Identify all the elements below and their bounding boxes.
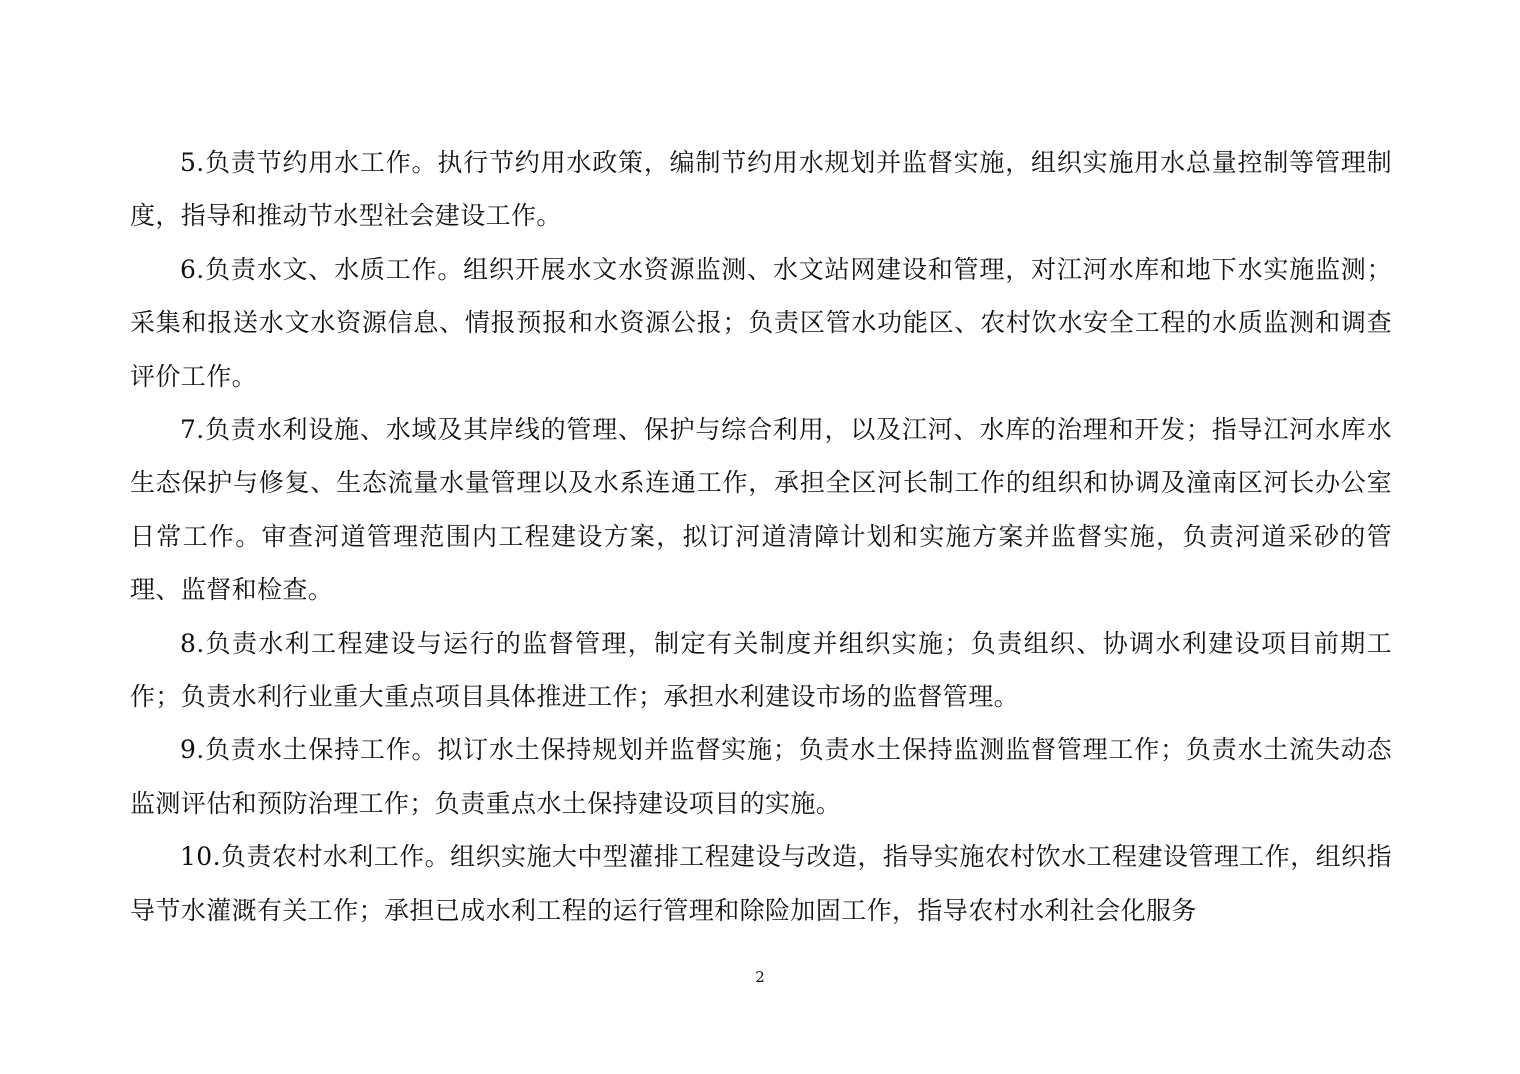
paragraph-item-5: 5.负责节约用水工作。执行节约用水政策，编制节约用水规划并监督实施，组织实施用水总量控制等管理制度，指导和推动节水型社会建设工作。 — [130, 148, 1392, 231]
paragraph-item-8: 8.负责水利工程建设与运行的监督管理，制定有关制度并组织实施；负责组织、协调水利建设项目前期工作；负责水利行业重大重点项目具体推进工作；承担水利建设市场的监督管理。 — [130, 628, 1392, 712]
page-number: 2 — [755, 968, 765, 986]
paragraph-item-10: 10.负责农村水利工作。组织实施大中型灌排工程建设与改造，指导实施农村饮水工程建设管理工作，组织指导节水灌溉有关工作；承担已成水利工程的运行管理和除险加固工作，指导农村水利社会化服务 — [130, 842, 1392, 925]
document-body — [130, 136, 1392, 937]
paragraph-item-7: 7.负责水利设施、水域及其岸线的管理、保护与综合利用，以及江河、水库的治理和开发；指导江河水库水生态保护与修复、生态流量水量管理以及水系连通工作，承担全区河长制工作的组织和协调及潼南区河长办公室日常工作。审查河道管理范围内工程建设方案，拟订河道清障计划和实施方案并监督实施，负责河道采砂的管理、监督和检查。 — [130, 415, 1392, 605]
paragraph-item-6: 6.负责水文、水质工作。组织开展水文水资源监测、水文站网建设和管理，对江河水库和地下水实施监测；采集和报送水文水资源信息、情报预报和水资源公报；负责区管水功能区、农村饮水安全工程的水质监测和调查评价工作。 — [130, 254, 1392, 391]
paragraph-item-9: 9.负责水土保持工作。拟订水土保持规划并监督实施；负责水土保持监测监督管理工作；负责水土流失动态监测评估和预防治理工作；负责重点水土保持建设项目的实施。 — [130, 735, 1392, 818]
